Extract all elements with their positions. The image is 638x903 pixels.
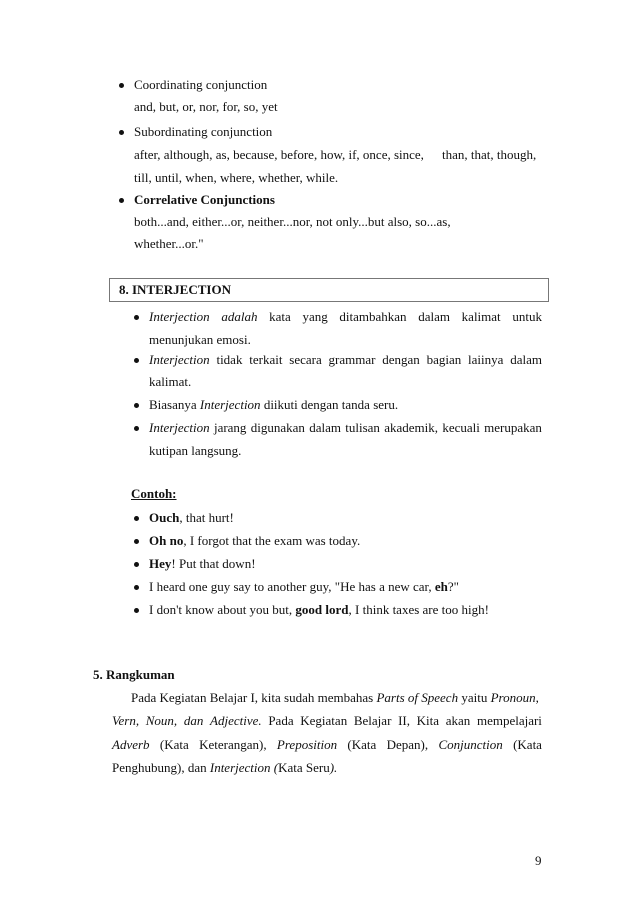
interjection-point-3: Biasanya Interjection diikuti dengan tanda seru.: [149, 397, 399, 412]
contoh-label: Contoh:: [131, 486, 177, 501]
interjection-point-1: Interjection adalah kata yang ditambahkan dalam kalimat untuk: [149, 309, 542, 324]
correlative-title: Correlative Conjunctions: [134, 192, 275, 207]
subordinating-title: Subordinating conjunction: [134, 124, 273, 139]
page-number: 9: [535, 853, 542, 868]
subordinating-examples-2: till, until, when, where, whether, while.: [134, 170, 339, 185]
interjection-point-2-cont: kalimat.: [149, 374, 192, 389]
example-3: Hey! Put that down!: [149, 556, 256, 571]
subordinating-examples-1b: than, that, though,: [442, 147, 537, 162]
interjection-heading-box: [109, 278, 549, 302]
example-1: Ouch, that hurt!: [149, 510, 234, 525]
example-4: I heard one guy say to another guy, "He has a new car, eh?": [149, 579, 459, 594]
subordinating-examples-1a: after, although, as, because, before, how, if, once, since,: [134, 147, 424, 162]
interjection-point-1-cont: menunjukan emosi.: [149, 332, 251, 347]
bullet-subordinating: [134, 124, 272, 140]
interjection-point-4: Interjection jarang digunakan dalam tulisan akademik, kecuali merupakan: [149, 420, 542, 435]
coordinating-examples: and, but, or, nor, for, so, yet: [134, 99, 278, 114]
coordinating-title: Coordinating conjunction: [134, 77, 268, 92]
rangkuman-line-2: Vern, Noun, dan Adjective. Pada Kegiatan Belajar II, Kita akan mempelajari: [112, 713, 542, 728]
interjection-heading: 8. INTERJECTION: [119, 282, 231, 297]
correlative-examples-2: whether...or.": [134, 236, 204, 251]
rangkuman-line-4: Penghubung), dan Interjection (Kata Seru).: [112, 760, 338, 775]
rangkuman-line-1: Pada Kegiatan Belajar I, kita sudah membahas Parts of Speech yaitu Pronoun,: [131, 690, 539, 705]
interjection-point-2: Interjection tidak terkait secara grammar dengan bagian laiinya dalam: [149, 352, 542, 367]
example-5: I don't know about you but, good lord, I think taxes are too high!: [149, 602, 489, 617]
bullet-correlative: [134, 192, 275, 208]
rangkuman-heading: 5. Rangkuman: [93, 667, 175, 682]
rangkuman-line-3: Adverb (Kata Keterangan), Preposition (Kata Depan), Conjunction (Kata: [112, 737, 542, 752]
bullet-coordinating: [134, 77, 267, 93]
example-2: Oh no, I forgot that the exam was today.: [149, 533, 361, 548]
interjection-point-4-cont: kutipan langsung.: [149, 443, 242, 458]
correlative-examples-1: both...and, either...or, neither...nor, not only...but also, so...as,: [134, 214, 451, 229]
